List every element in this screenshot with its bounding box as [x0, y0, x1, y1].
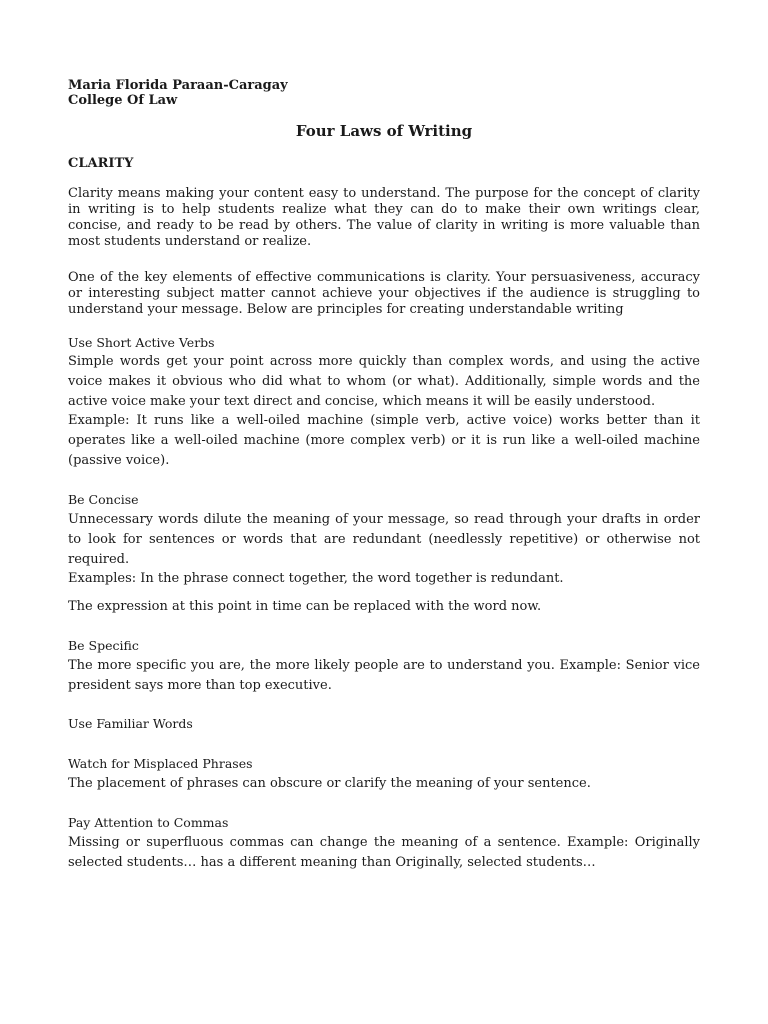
author-name: Maria Florida Paraan-Caragay [68, 78, 288, 93]
section-heading-clarity: CLARITY [68, 156, 134, 171]
principle-example: Example: It runs like a well-oiled machine (simple verb, active voice) works better than it operates like a well-oiled machine (more complex verb) or it is run like a well-oiled machine (passive voice). [68, 413, 700, 468]
principle-body: The more specific you are, the more likely people are to understand you. Example: Senior vice president says more than top executive. [68, 658, 700, 693]
principle-example: Examples: In the phrase connect together, the word together is redundant. [68, 571, 564, 586]
principle-body: Missing or superfluous commas can change the meaning of a sentence. Example: Originally selected students… has a different meaning than Originally, selected students… [68, 835, 700, 870]
intro-paragraph: One of the key elements of effective communications is clarity. Your persuasiveness, accuracy or interesting subject matter cannot achieve your objectives if the audience is struggling to understand your message. Below are principles for creating understandable writing [68, 270, 700, 317]
intro-paragraph: Clarity means making your content easy to understand. The purpose for the concept of clarity in writing is to help students realize what they can do to make their own writings clear, concise, and ready to be read by others. The value of clarity in writing is more valuable than most students understand or realize. [68, 186, 700, 249]
author-block [68, 78, 288, 108]
principle-body: Simple words get your point across more quickly than complex words, and using the active voice makes it obvious who did what to whom (or what). Additionally, simple words and the active voice make your text direct and concise, which means it will be easily understood. [68, 354, 700, 409]
principle-heading: Be Concise [68, 492, 139, 507]
principle-body: The placement of phrases can obscure or clarify the meaning of your sentence. [68, 776, 591, 791]
principle-extra: The expression at this point in time can be replaced with the word now. [68, 599, 542, 614]
principle-body: Unnecessary words dilute the meaning of your message, so read through your drafts in order to look for sentences or words that are redundant (needlessly repetitive) or otherwise not required. [68, 512, 700, 567]
document-title: Four Laws of Writing [295, 122, 473, 140]
college-name: College Of Law [68, 93, 178, 108]
principle-heading: Use Short Active Verbs [68, 335, 215, 350]
principle-heading: Pay Attention to Commas [68, 815, 229, 830]
principle-heading: Watch for Misplaced Phrases [68, 756, 253, 771]
principle-heading: Be Specific [68, 638, 139, 653]
principle-heading: Use Familiar Words [68, 716, 193, 731]
